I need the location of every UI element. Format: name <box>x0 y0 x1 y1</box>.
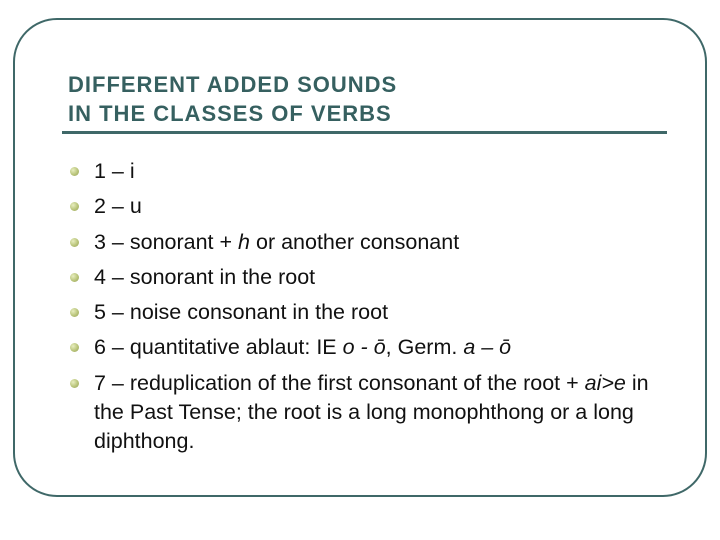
bullet-item <box>70 369 670 456</box>
bullet-text-segment: 6 – quantitative ablaut: IE <box>94 335 343 360</box>
bullet-dot-icon <box>70 343 79 352</box>
bullet-item <box>70 298 670 327</box>
bullet-dot-icon <box>70 308 79 317</box>
bullet-text-segment: 1 – i <box>94 159 135 183</box>
bullet-text <box>94 159 135 183</box>
bullet-text-italic: h <box>238 229 251 254</box>
bullet-text-segment: 4 – sonorant in the root <box>94 264 316 289</box>
bullet-text <box>94 335 511 359</box>
bullet-text <box>94 300 388 324</box>
bullet-text-italic: o - ō <box>342 335 386 360</box>
bullet-text <box>94 371 649 453</box>
bullet-item <box>70 333 670 362</box>
bullet-dot-icon <box>70 273 79 282</box>
bullet-item <box>70 192 670 221</box>
bullet-text-italic: a – ō <box>463 335 512 360</box>
bullet-text-segment: 2 – u <box>94 194 142 219</box>
bullet-text-italic: ai>e <box>584 370 626 395</box>
title-line-1: DIFFERENT ADDED SOUNDS <box>68 72 398 97</box>
title-line-2: IN THE CLASSES OF VERBS <box>68 101 392 126</box>
bullet-dot-icon <box>70 238 79 247</box>
bullet-text-segment: 5 – noise consonant in the root <box>94 300 389 325</box>
bullet-item <box>70 228 670 257</box>
bullet-item <box>70 157 670 186</box>
bullet-text-segment: 3 – sonorant + <box>94 229 239 254</box>
bullet-text <box>94 194 142 218</box>
slide-title <box>68 70 397 128</box>
bullet-text-segment: in the Past Tense; the root is a long monophthong or a long diphthong. <box>94 370 649 453</box>
bullet-dot-icon <box>70 379 79 388</box>
title-divider <box>62 131 667 134</box>
bullet-list <box>70 157 670 462</box>
bullet-text-segment: or another consonant <box>250 229 460 254</box>
bullet-item <box>70 263 670 292</box>
bullet-text <box>94 230 459 254</box>
bullet-dot-icon <box>70 167 79 176</box>
bullet-text-segment: 7 – reduplication of the first consonant of the root + <box>94 370 585 395</box>
bullet-dot-icon <box>70 202 79 211</box>
bullet-text-segment: , Germ. <box>385 335 464 360</box>
bullet-text <box>94 265 315 289</box>
